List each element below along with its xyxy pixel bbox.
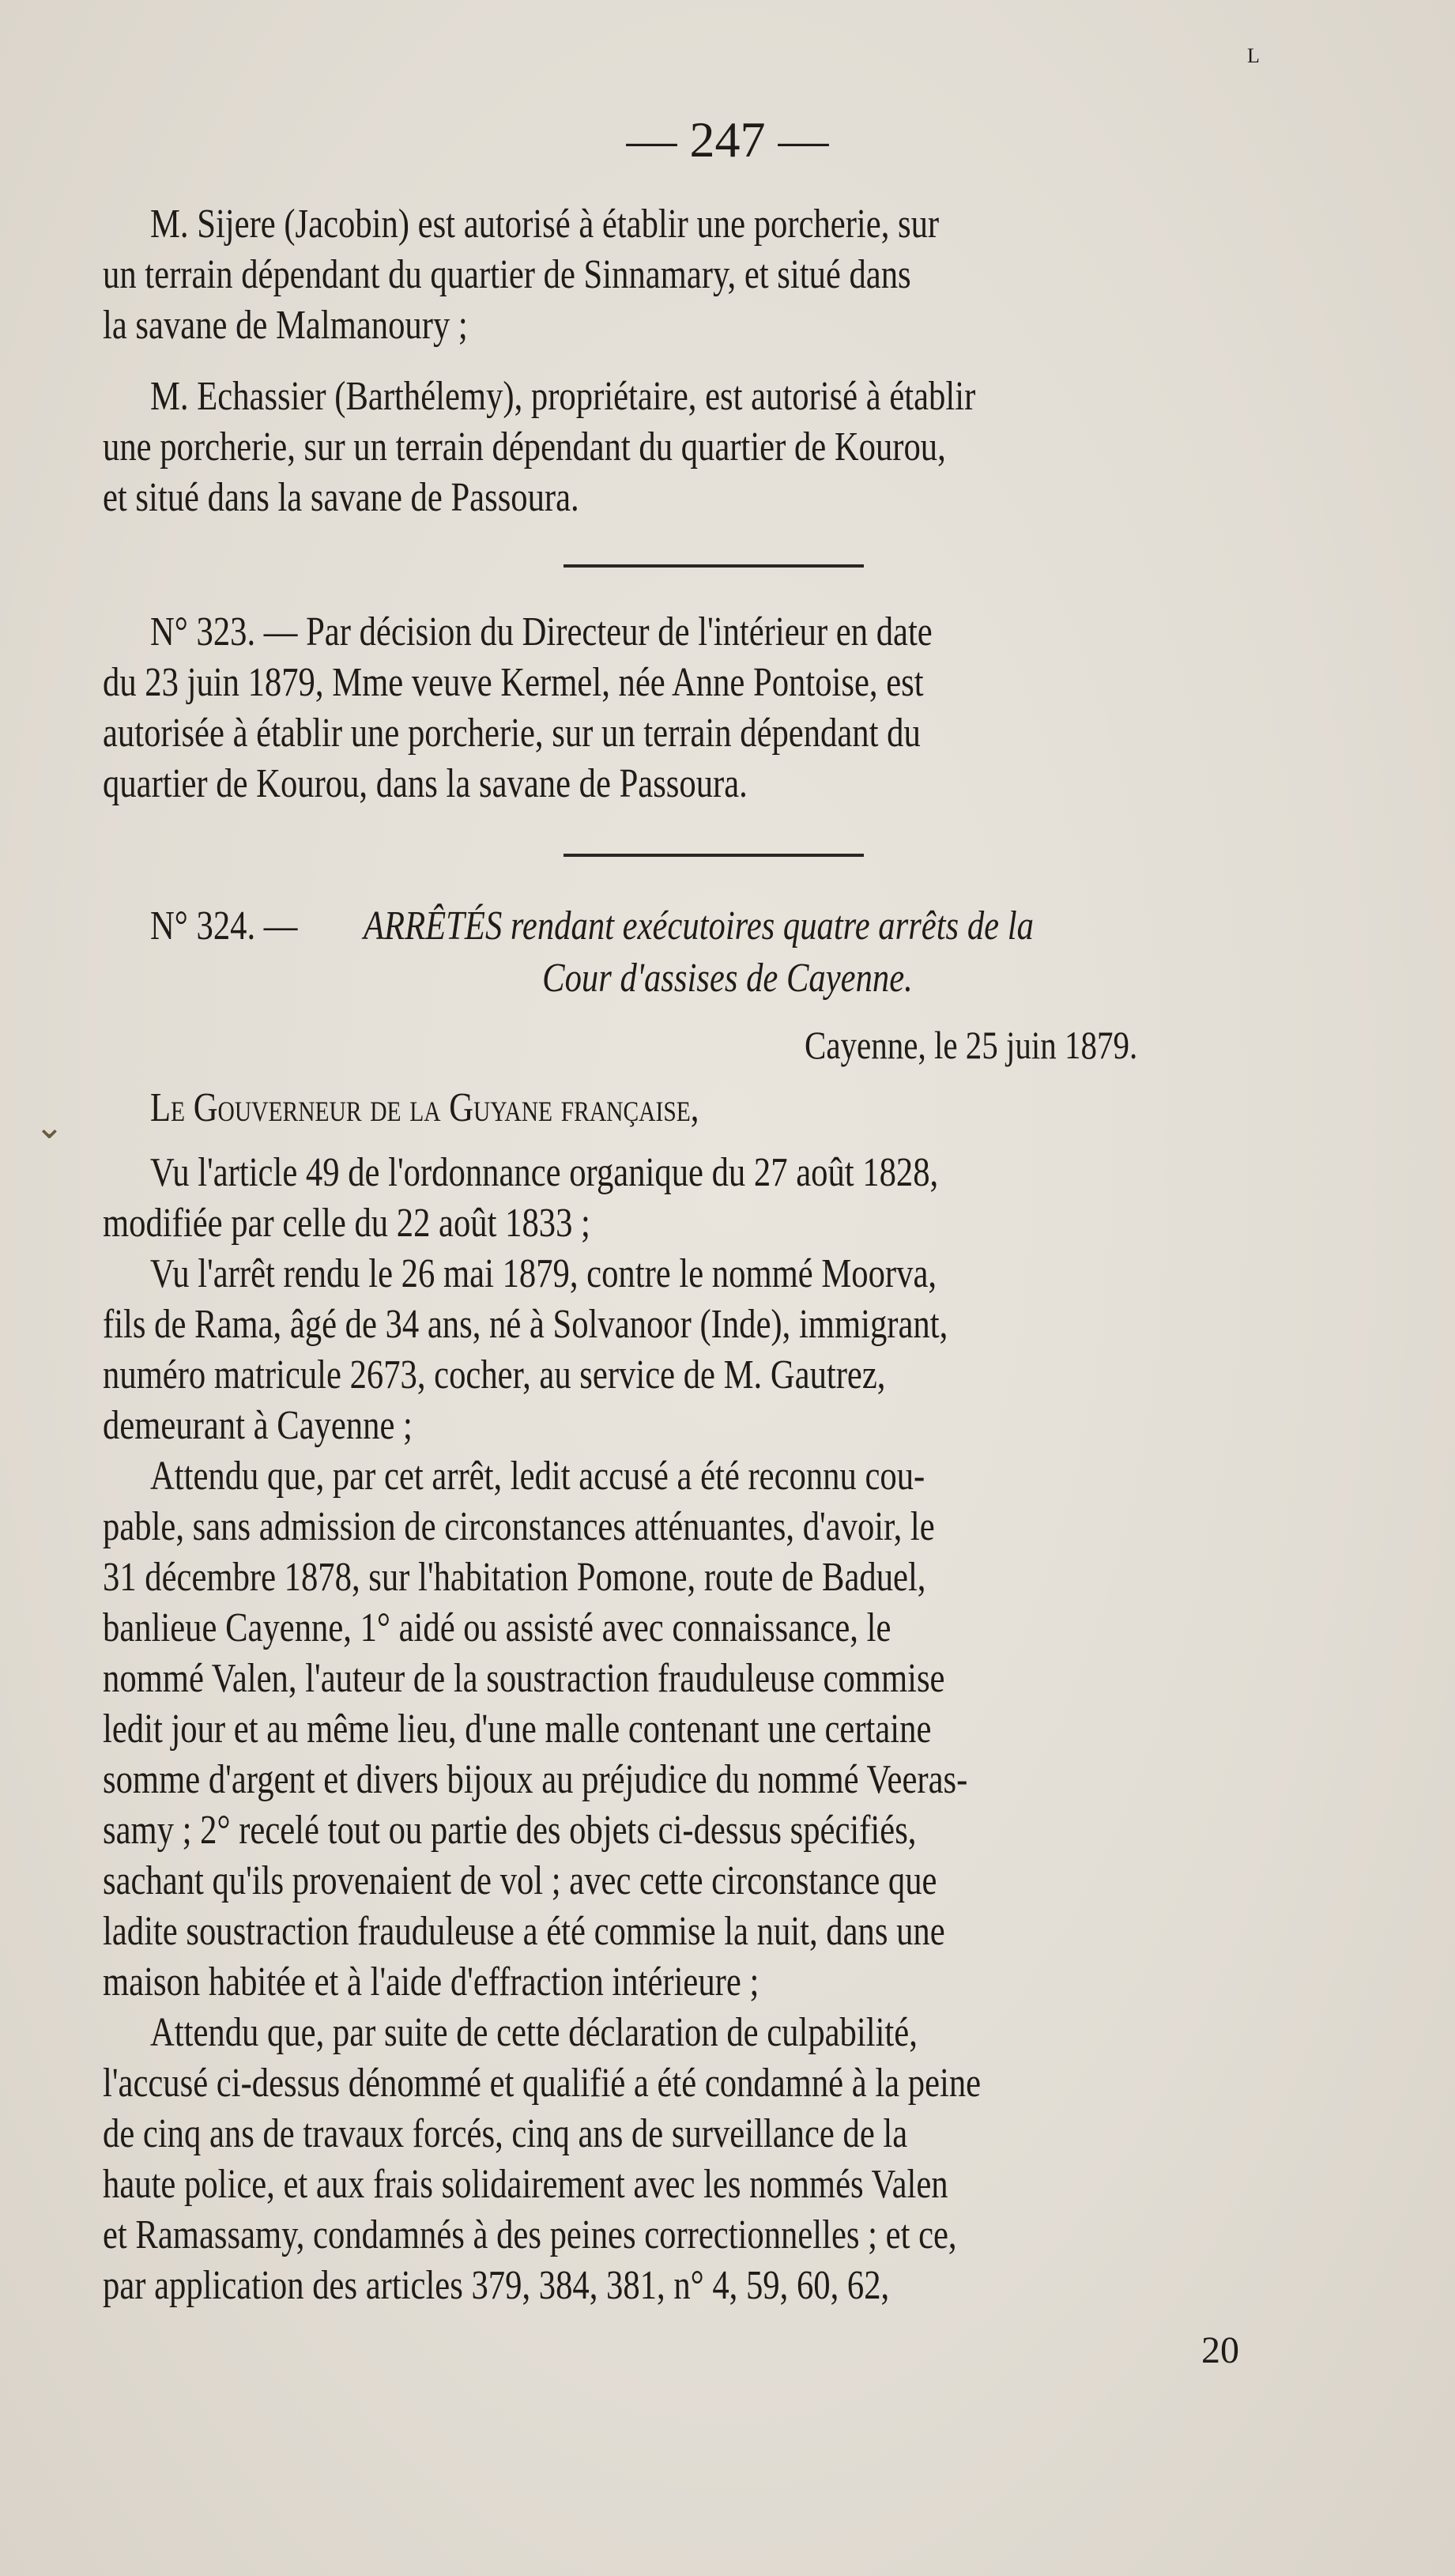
text-line: N° 323. — Par décision du Directeur de l'intérieur en date xyxy=(150,609,933,654)
text-line: M. Echassier (Barthélemy), propriétaire, est autorisé à établir xyxy=(150,374,976,419)
text-line: l'accusé ci-dessus dénommé et qualifié a été condamné à la peine xyxy=(103,2061,982,2106)
text-line: haute police, et aux frais solidairement avec les nommés Valen xyxy=(103,2162,948,2207)
text-line: demeurant à Cayenne ; xyxy=(103,1403,413,1448)
ink-smudge: ⌄ xyxy=(35,1107,64,1146)
text-line: ledit jour et au même lieu, d'une malle contenant une certaine xyxy=(103,1707,932,1752)
text-line: et situé dans la savane de Passoura. xyxy=(103,475,579,520)
text-line: Attendu que, par cet arrêt, ledit accusé a été reconnu cou- xyxy=(150,1454,925,1499)
section-title-line2: Cour d'assises de Cayenne. xyxy=(542,956,913,1001)
text-line: Attendu que, par suite de cette déclaration de culpabilité, xyxy=(150,2010,918,2055)
corner-mark: L xyxy=(1247,44,1260,67)
text-line: une porcherie, sur un terrain dépendant du quartier de Kourou, xyxy=(103,424,946,470)
text-line: maison habitée et à l'aide d'effraction intérieure ; xyxy=(103,1959,760,2005)
text-line: quartier de Kourou, dans la savane de Passoura. xyxy=(103,761,748,806)
text-line: 31 décembre 1878, sur l'habitation Pomone, route de Baduel, xyxy=(103,1555,926,1600)
section-number: N° 324. — xyxy=(150,903,298,949)
text-line: Vu l'article 49 de l'ordonnance organique du 27 août 1828, xyxy=(150,1150,939,1195)
text-line: numéro matricule 2673, cocher, au service de M. Gautrez, xyxy=(103,1352,886,1397)
text-line: nommé Valen, l'auteur de la soustraction frauduleuse commise xyxy=(103,1656,945,1701)
opening-line: Le Gouverneur de la Guyane française, xyxy=(150,1085,699,1130)
section-divider xyxy=(564,854,864,857)
section-title: ARRÊTÉS rendant exécutoires quatre arrêts de la xyxy=(364,903,1034,949)
text-line: Vu l'arrêt rendu le 26 mai 1879, contre le nommé Moorva, xyxy=(150,1251,937,1296)
text-line: de cinq ans de travaux forcés, cinq ans de surveillance de la xyxy=(103,2111,908,2156)
text-line: modifiée par celle du 22 août 1833 ; xyxy=(103,1201,590,1246)
text-line: sachant qu'ils provenaient de vol ; avec cette circonstance que xyxy=(103,1858,937,1903)
text-line: fils de Rama, âgé de 34 ans, né à Solvanoor (Inde), immigrant, xyxy=(103,1302,948,1347)
section-divider xyxy=(564,564,864,568)
text-line: pable, sans admission de circonstances atténuantes, d'avoir, le xyxy=(103,1504,935,1549)
text-line: un terrain dépendant du quartier de Sinnamary, et situé dans xyxy=(103,252,911,297)
text-line: par application des articles 379, 384, 381, n° 4, 59, 60, 62, xyxy=(103,2263,890,2308)
dateline: Cayenne, le 25 juin 1879. xyxy=(805,1023,1138,1067)
text-line: du 23 juin 1879, Mme veuve Kermel, née Anne Pontoise, est xyxy=(103,660,924,705)
text-line: ladite soustraction frauduleuse a été commise la nuit, dans une xyxy=(103,1909,945,1954)
text-line: somme d'argent et divers bijoux au préjudice du nommé Veeras- xyxy=(103,1757,968,1802)
page-number: — 247 — xyxy=(626,111,829,168)
text-line: banlieue Cayenne, 1° aidé ou assisté avec connaissance, le xyxy=(103,1605,891,1650)
text-line: la savane de Malmanoury ; xyxy=(103,303,468,348)
signature-mark: 20 xyxy=(1201,2329,1239,2371)
text-line: autorisée à établir une porcherie, sur un terrain dépendant du xyxy=(103,711,921,756)
text-line: samy ; 2° recelé tout ou partie des objets ci-dessus spécifiés, xyxy=(103,1808,917,1853)
text-line: M. Sijere (Jacobin) est autorisé à établir une porcherie, sur xyxy=(150,202,940,247)
text-line: et Ramassamy, condamnés à des peines correctionnelles ; et ce, xyxy=(103,2212,957,2257)
